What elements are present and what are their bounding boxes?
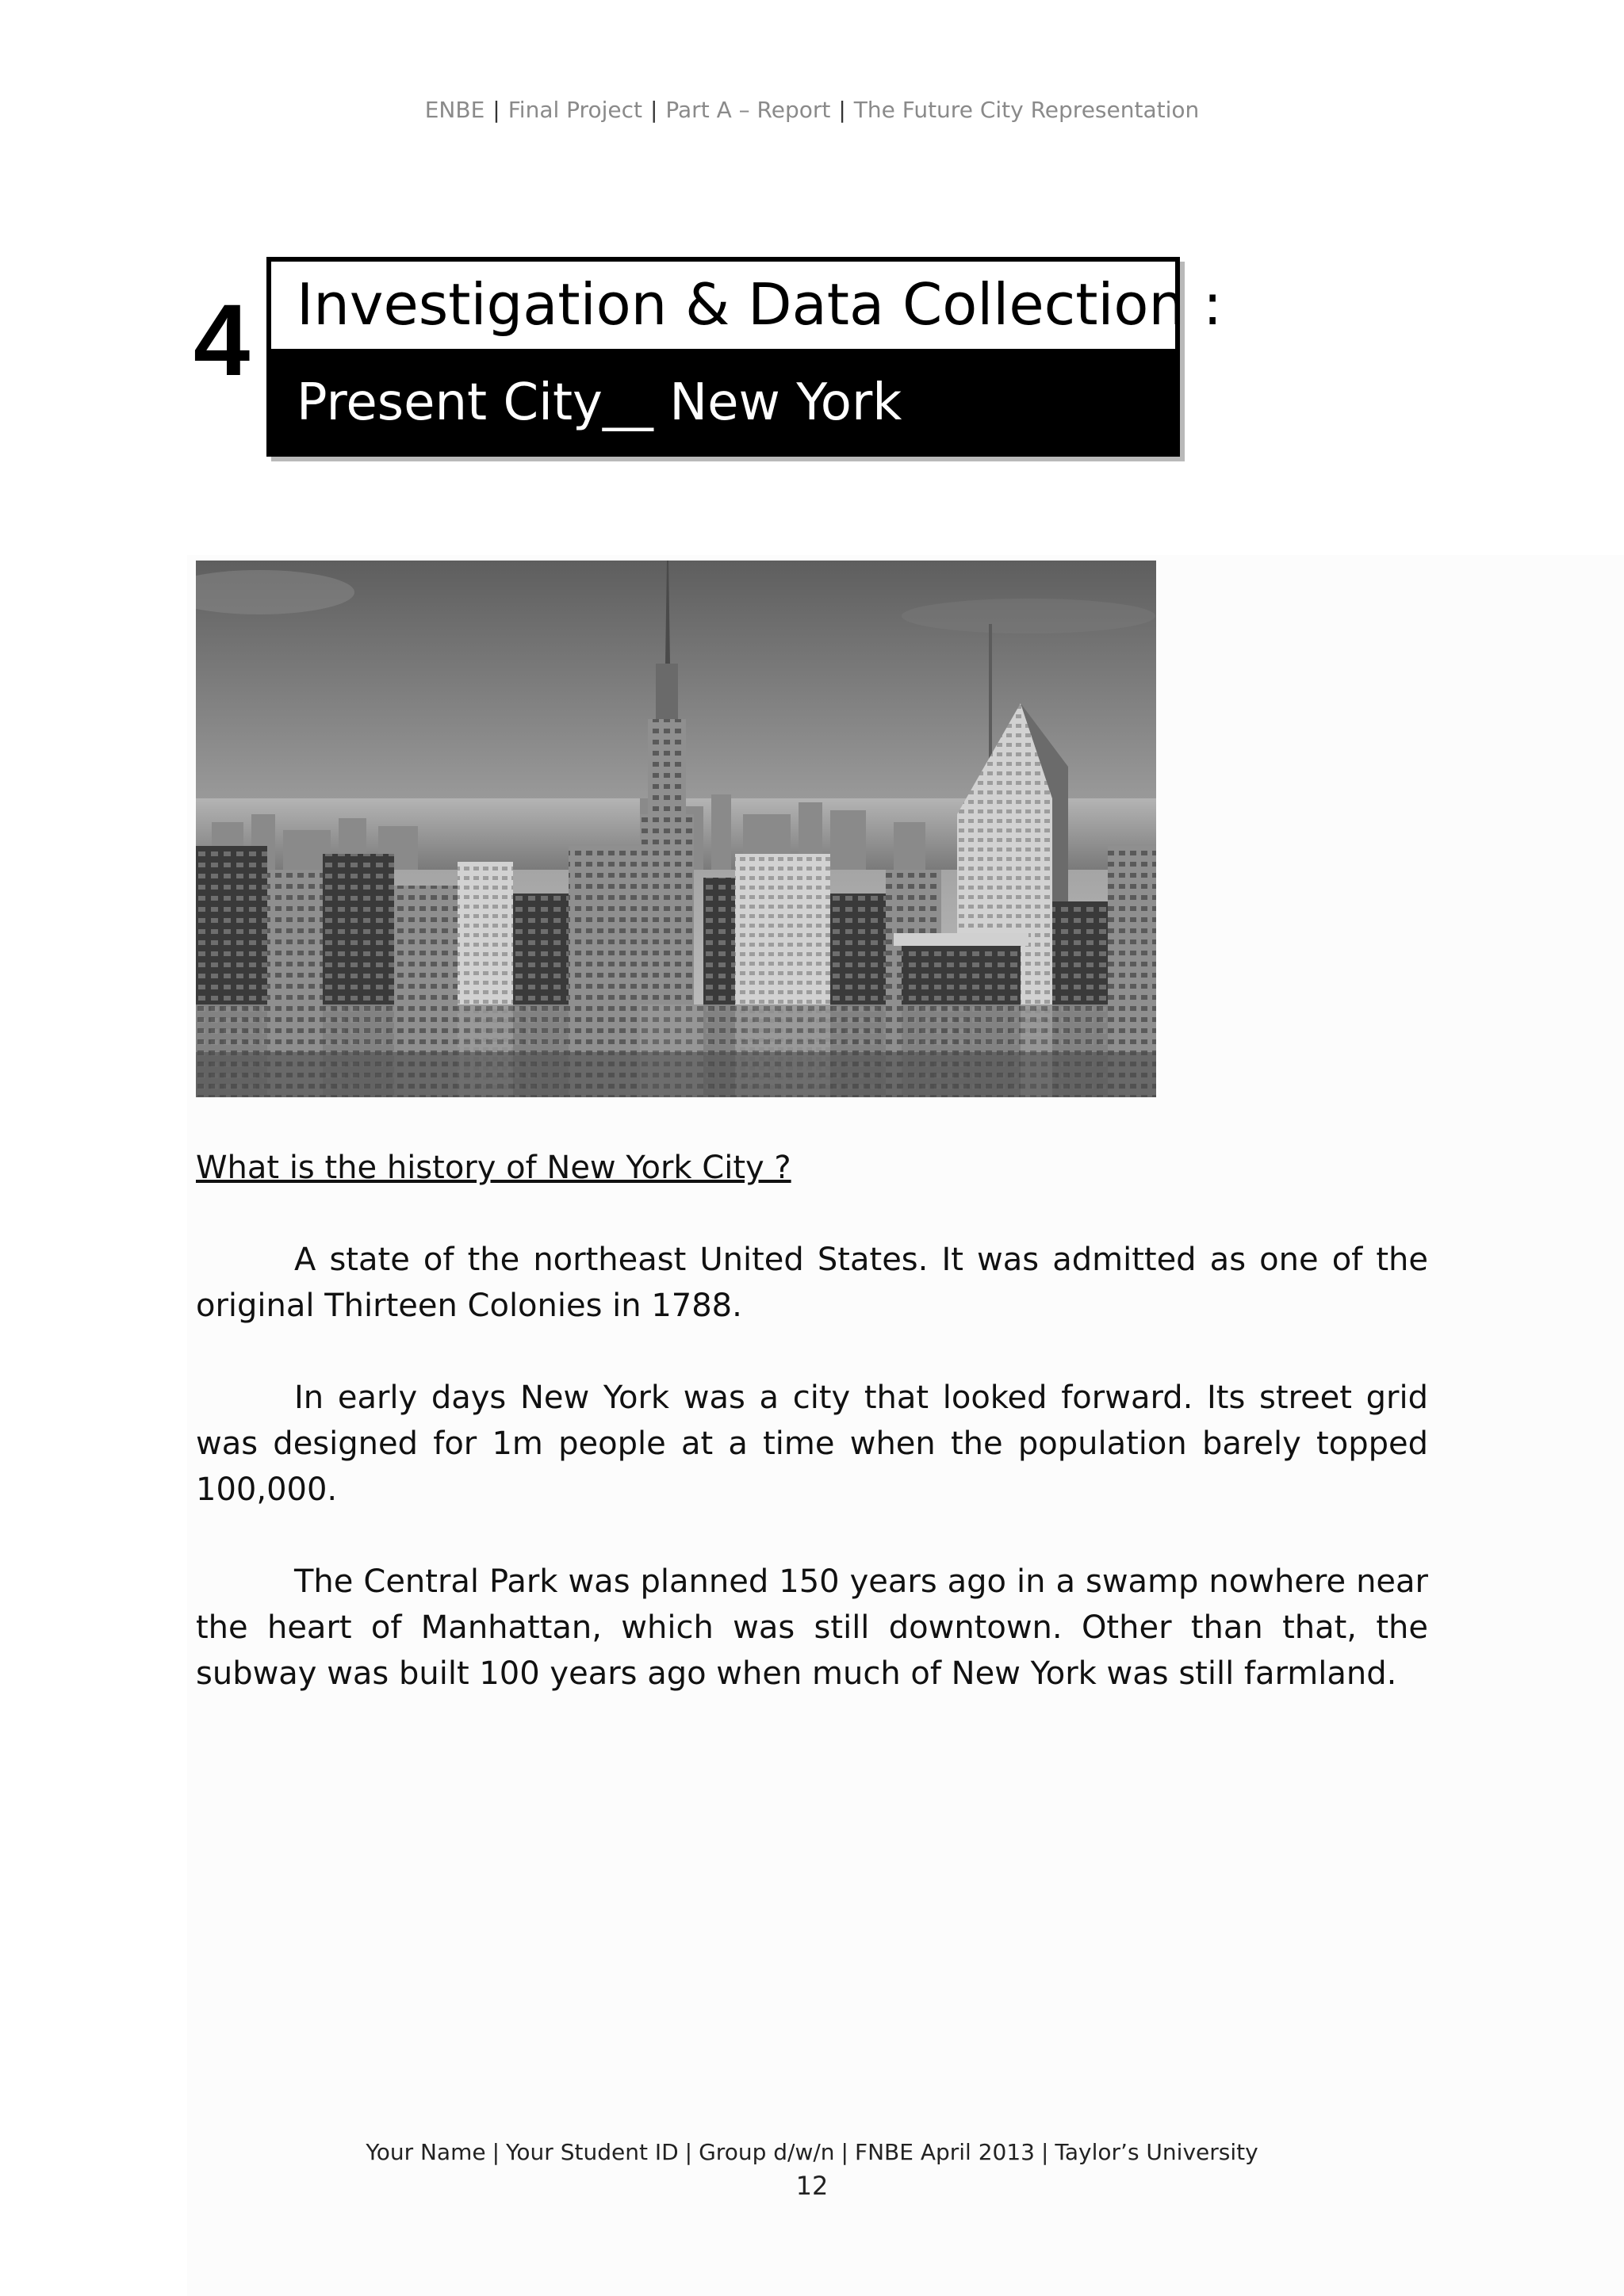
body-paragraph: In early days New York was a city that looked forward. Its street grid was designed for 1m people at a time when the population barely topped 100,000.	[196, 1380, 1428, 1508]
header-separator: |	[492, 97, 500, 123]
section-title-frame	[266, 257, 1223, 354]
footer-university: Taylor’s University	[1055, 2139, 1258, 2165]
footer-student-id: Your Student ID	[506, 2139, 679, 2165]
header-course: ENBE	[424, 97, 485, 123]
section-title-box	[266, 257, 1223, 457]
footer-name: Your Name	[366, 2139, 486, 2165]
footer-intake: FNBE April 2013	[854, 2139, 1035, 2165]
footer-separator: |	[492, 2139, 500, 2165]
header-project: Final Project	[508, 97, 642, 123]
footer-group: Group d/w/n	[699, 2139, 835, 2165]
section-question: What is the history of New York City ?	[196, 1150, 791, 1186]
footer-separator: |	[841, 2139, 848, 2165]
header-part: Part A – Report	[665, 97, 831, 123]
section-subtitle: Present City__ New York	[297, 373, 902, 432]
skyline-photo	[196, 561, 1156, 1097]
section-subtitle-bar	[266, 354, 1180, 457]
running-footer	[0, 2139, 1624, 2165]
section-number: 4	[193, 284, 251, 397]
header-separator: |	[649, 97, 658, 123]
header-topic: The Future City Representation	[853, 97, 1200, 123]
skyline-illustration	[196, 561, 1156, 1097]
running-header	[0, 97, 1624, 123]
footer-separator: |	[1040, 2139, 1049, 2165]
body-content	[196, 1145, 1428, 1743]
body-paragraph: A state of the northeast United States. It was admitted as one of the original Thirteen Colonies in 1788.	[196, 1242, 1428, 1324]
body-paragraph: The Central Park was planned 150 years ago in a swamp nowhere near the heart of Manhattan, which was still downtown. Other than that, the subway was built 100 years ago when much of New York was still farmland.	[196, 1563, 1428, 1692]
footer-separator: |	[684, 2139, 693, 2165]
section-title: Investigation & Data Collection :	[297, 271, 1223, 338]
page-number: 12	[795, 2171, 829, 2201]
header-separator: |	[838, 97, 846, 123]
